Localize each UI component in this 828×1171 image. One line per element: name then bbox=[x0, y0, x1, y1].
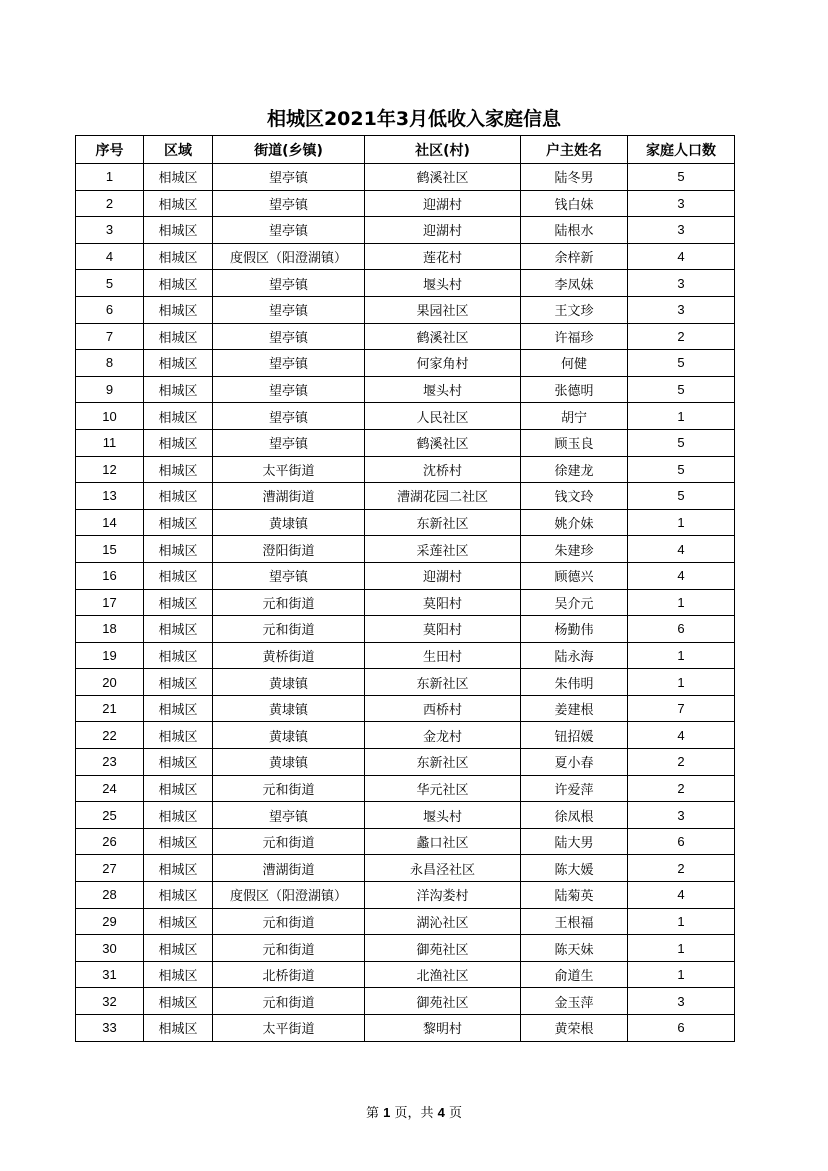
cell-family-size: 7 bbox=[628, 695, 735, 722]
footer-page-number: 1 bbox=[383, 1105, 391, 1120]
table-row bbox=[76, 350, 735, 377]
cell-street: 望亭镇 bbox=[213, 802, 365, 829]
cell-community: 东新社区 bbox=[365, 669, 521, 696]
cell-district: 相城区 bbox=[144, 589, 213, 616]
cell-serial: 19 bbox=[76, 642, 144, 669]
cell-serial: 17 bbox=[76, 589, 144, 616]
cell-family-size: 3 bbox=[628, 802, 735, 829]
cell-householder: 许福珍 bbox=[521, 323, 628, 350]
cell-community: 果园社区 bbox=[365, 296, 521, 323]
cell-serial: 27 bbox=[76, 855, 144, 882]
cell-householder: 顾德兴 bbox=[521, 562, 628, 589]
cell-community: 鹤溪社区 bbox=[365, 323, 521, 350]
cell-street: 望亭镇 bbox=[213, 562, 365, 589]
cell-community: 金龙村 bbox=[365, 722, 521, 749]
cell-community: 莲花村 bbox=[365, 243, 521, 270]
cell-family-size: 3 bbox=[628, 270, 735, 297]
table-row bbox=[76, 802, 735, 829]
cell-family-size: 2 bbox=[628, 323, 735, 350]
cell-householder: 夏小春 bbox=[521, 749, 628, 776]
table-row bbox=[76, 1015, 735, 1042]
cell-serial: 9 bbox=[76, 376, 144, 403]
cell-street: 太平街道 bbox=[213, 1015, 365, 1042]
cell-district: 相城区 bbox=[144, 270, 213, 297]
cell-serial: 32 bbox=[76, 988, 144, 1015]
footer-total-pages: 4 bbox=[437, 1105, 445, 1120]
cell-street: 黄埭镇 bbox=[213, 509, 365, 536]
cell-family-size: 5 bbox=[628, 483, 735, 510]
cell-serial: 12 bbox=[76, 456, 144, 483]
table-row bbox=[76, 749, 735, 776]
cell-householder: 朱建珍 bbox=[521, 536, 628, 563]
table-row bbox=[76, 828, 735, 855]
cell-householder: 何健 bbox=[521, 350, 628, 377]
cell-serial: 24 bbox=[76, 775, 144, 802]
cell-householder: 余梓新 bbox=[521, 243, 628, 270]
cell-street: 元和街道 bbox=[213, 908, 365, 935]
cell-householder: 陆菊英 bbox=[521, 882, 628, 909]
cell-family-size: 5 bbox=[628, 164, 735, 191]
cell-family-size: 6 bbox=[628, 828, 735, 855]
cell-community: 迎湖村 bbox=[365, 562, 521, 589]
header-family-size: 家庭人口数 bbox=[628, 136, 735, 164]
cell-community: 御苑社区 bbox=[365, 988, 521, 1015]
cell-family-size: 1 bbox=[628, 935, 735, 962]
cell-street: 元和街道 bbox=[213, 935, 365, 962]
cell-serial: 16 bbox=[76, 562, 144, 589]
cell-serial: 1 bbox=[76, 164, 144, 191]
page-title: 相城区2021年3月低收入家庭信息 bbox=[266, 108, 562, 130]
cell-serial: 22 bbox=[76, 722, 144, 749]
cell-community: 东新社区 bbox=[365, 749, 521, 776]
cell-family-size: 3 bbox=[628, 296, 735, 323]
cell-district: 相城区 bbox=[144, 483, 213, 510]
cell-district: 相城区 bbox=[144, 1015, 213, 1042]
cell-street: 黄埭镇 bbox=[213, 749, 365, 776]
cell-district: 相城区 bbox=[144, 429, 213, 456]
cell-householder: 金玉萍 bbox=[521, 988, 628, 1015]
cell-community: 鹤溪社区 bbox=[365, 164, 521, 191]
table-row bbox=[76, 961, 735, 988]
header-district: 区域 bbox=[144, 136, 213, 164]
table-row bbox=[76, 164, 735, 191]
cell-street: 望亭镇 bbox=[213, 350, 365, 377]
cell-family-size: 5 bbox=[628, 429, 735, 456]
cell-community: 西桥村 bbox=[365, 695, 521, 722]
table-row bbox=[76, 270, 735, 297]
cell-street: 黄埭镇 bbox=[213, 669, 365, 696]
cell-householder: 李凤妹 bbox=[521, 270, 628, 297]
cell-street: 漕湖街道 bbox=[213, 855, 365, 882]
cell-district: 相城区 bbox=[144, 403, 213, 430]
cell-community: 堰头村 bbox=[365, 270, 521, 297]
cell-householder: 陈天妹 bbox=[521, 935, 628, 962]
cell-family-size: 3 bbox=[628, 217, 735, 244]
cell-district: 相城区 bbox=[144, 376, 213, 403]
cell-district: 相城区 bbox=[144, 536, 213, 563]
cell-family-size: 4 bbox=[628, 562, 735, 589]
cell-householder: 钱文玲 bbox=[521, 483, 628, 510]
cell-community: 莫阳村 bbox=[365, 616, 521, 643]
cell-serial: 28 bbox=[76, 882, 144, 909]
cell-serial: 3 bbox=[76, 217, 144, 244]
cell-street: 漕湖街道 bbox=[213, 483, 365, 510]
cell-community: 东新社区 bbox=[365, 509, 521, 536]
cell-family-size: 6 bbox=[628, 616, 735, 643]
cell-community: 鹤溪社区 bbox=[365, 429, 521, 456]
cell-community: 堰头村 bbox=[365, 802, 521, 829]
cell-family-size: 4 bbox=[628, 882, 735, 909]
cell-serial: 14 bbox=[76, 509, 144, 536]
cell-serial: 10 bbox=[76, 403, 144, 430]
cell-community: 迎湖村 bbox=[365, 217, 521, 244]
cell-street: 澄阳街道 bbox=[213, 536, 365, 563]
cell-community: 华元社区 bbox=[365, 775, 521, 802]
cell-street: 望亭镇 bbox=[213, 429, 365, 456]
cell-family-size: 1 bbox=[628, 908, 735, 935]
cell-serial: 20 bbox=[76, 669, 144, 696]
cell-community: 御苑社区 bbox=[365, 935, 521, 962]
table-header-row bbox=[76, 136, 735, 164]
cell-householder: 钮招媛 bbox=[521, 722, 628, 749]
cell-family-size: 3 bbox=[628, 190, 735, 217]
cell-street: 太平街道 bbox=[213, 456, 365, 483]
cell-district: 相城区 bbox=[144, 243, 213, 270]
cell-householder: 陈大媛 bbox=[521, 855, 628, 882]
cell-family-size: 4 bbox=[628, 536, 735, 563]
table-row bbox=[76, 296, 735, 323]
cell-family-size: 1 bbox=[628, 961, 735, 988]
page-footer bbox=[0, 1102, 828, 1121]
cell-street: 望亭镇 bbox=[213, 323, 365, 350]
cell-street: 黄埭镇 bbox=[213, 722, 365, 749]
header-community: 社区(村) bbox=[365, 136, 521, 164]
cell-serial: 13 bbox=[76, 483, 144, 510]
cell-district: 相城区 bbox=[144, 616, 213, 643]
table-row bbox=[76, 403, 735, 430]
cell-district: 相城区 bbox=[144, 722, 213, 749]
table-body bbox=[76, 164, 735, 1042]
cell-street: 北桥街道 bbox=[213, 961, 365, 988]
header-street: 街道(乡镇) bbox=[213, 136, 365, 164]
table-row bbox=[76, 376, 735, 403]
cell-street: 望亭镇 bbox=[213, 296, 365, 323]
cell-community: 蠡口社区 bbox=[365, 828, 521, 855]
cell-family-size: 1 bbox=[628, 403, 735, 430]
cell-street: 度假区（阳澄湖镇） bbox=[213, 882, 365, 909]
cell-community: 漕湖花园二社区 bbox=[365, 483, 521, 510]
cell-serial: 25 bbox=[76, 802, 144, 829]
cell-householder: 陆冬男 bbox=[521, 164, 628, 191]
table-row bbox=[76, 908, 735, 935]
table-row bbox=[76, 190, 735, 217]
cell-district: 相城区 bbox=[144, 456, 213, 483]
cell-householder: 徐凤根 bbox=[521, 802, 628, 829]
cell-householder: 陆永海 bbox=[521, 642, 628, 669]
cell-family-size: 5 bbox=[628, 376, 735, 403]
cell-street: 度假区（阳澄湖镇） bbox=[213, 243, 365, 270]
cell-district: 相城区 bbox=[144, 961, 213, 988]
table-row bbox=[76, 882, 735, 909]
cell-family-size: 1 bbox=[628, 509, 735, 536]
cell-householder: 姚介妹 bbox=[521, 509, 628, 536]
cell-householder: 许爱萍 bbox=[521, 775, 628, 802]
cell-street: 望亭镇 bbox=[213, 270, 365, 297]
table-row bbox=[76, 243, 735, 270]
cell-householder: 顾玉良 bbox=[521, 429, 628, 456]
cell-district: 相城区 bbox=[144, 350, 213, 377]
cell-family-size: 2 bbox=[628, 855, 735, 882]
table-row bbox=[76, 323, 735, 350]
cell-householder: 王根福 bbox=[521, 908, 628, 935]
cell-family-size: 4 bbox=[628, 722, 735, 749]
table-row bbox=[76, 855, 735, 882]
table-row bbox=[76, 642, 735, 669]
cell-street: 望亭镇 bbox=[213, 164, 365, 191]
cell-district: 相城区 bbox=[144, 935, 213, 962]
cell-district: 相城区 bbox=[144, 828, 213, 855]
table-row bbox=[76, 562, 735, 589]
cell-community: 迎湖村 bbox=[365, 190, 521, 217]
cell-district: 相城区 bbox=[144, 882, 213, 909]
footer-prefix: 第 bbox=[365, 1106, 379, 1121]
table-row bbox=[76, 217, 735, 244]
table-row bbox=[76, 536, 735, 563]
cell-community: 莫阳村 bbox=[365, 589, 521, 616]
footer-middle: 页，共 bbox=[394, 1106, 434, 1121]
table-row bbox=[76, 988, 735, 1015]
cell-serial: 30 bbox=[76, 935, 144, 962]
cell-community: 沈桥村 bbox=[365, 456, 521, 483]
cell-community: 堰头村 bbox=[365, 376, 521, 403]
cell-serial: 18 bbox=[76, 616, 144, 643]
cell-serial: 29 bbox=[76, 908, 144, 935]
cell-district: 相城区 bbox=[144, 296, 213, 323]
cell-street: 元和街道 bbox=[213, 988, 365, 1015]
cell-district: 相城区 bbox=[144, 323, 213, 350]
cell-serial: 5 bbox=[76, 270, 144, 297]
cell-family-size: 2 bbox=[628, 749, 735, 776]
table-row bbox=[76, 616, 735, 643]
cell-serial: 4 bbox=[76, 243, 144, 270]
cell-householder: 姜建根 bbox=[521, 695, 628, 722]
cell-family-size: 5 bbox=[628, 350, 735, 377]
cell-community: 洋沟娄村 bbox=[365, 882, 521, 909]
cell-householder: 张德明 bbox=[521, 376, 628, 403]
cell-district: 相城区 bbox=[144, 164, 213, 191]
cell-district: 相城区 bbox=[144, 217, 213, 244]
cell-street: 元和街道 bbox=[213, 775, 365, 802]
cell-community: 北渔社区 bbox=[365, 961, 521, 988]
cell-householder: 徐建龙 bbox=[521, 456, 628, 483]
cell-householder: 杨勤伟 bbox=[521, 616, 628, 643]
cell-district: 相城区 bbox=[144, 749, 213, 776]
cell-community: 采莲社区 bbox=[365, 536, 521, 563]
cell-district: 相城区 bbox=[144, 669, 213, 696]
table-row bbox=[76, 429, 735, 456]
cell-community: 永昌泾社区 bbox=[365, 855, 521, 882]
header-serial: 序号 bbox=[76, 136, 144, 164]
table-row bbox=[76, 722, 735, 749]
footer-suffix: 页 bbox=[449, 1106, 463, 1121]
table-row bbox=[76, 509, 735, 536]
cell-family-size: 1 bbox=[628, 589, 735, 616]
cell-family-size: 2 bbox=[628, 775, 735, 802]
cell-district: 相城区 bbox=[144, 775, 213, 802]
cell-street: 元和街道 bbox=[213, 616, 365, 643]
cell-householder: 黄荣根 bbox=[521, 1015, 628, 1042]
cell-family-size: 1 bbox=[628, 669, 735, 696]
cell-householder: 胡宁 bbox=[521, 403, 628, 430]
cell-serial: 23 bbox=[76, 749, 144, 776]
cell-serial: 6 bbox=[76, 296, 144, 323]
cell-district: 相城区 bbox=[144, 190, 213, 217]
cell-family-size: 6 bbox=[628, 1015, 735, 1042]
cell-street: 望亭镇 bbox=[213, 403, 365, 430]
cell-street: 望亭镇 bbox=[213, 376, 365, 403]
cell-district: 相城区 bbox=[144, 562, 213, 589]
cell-serial: 11 bbox=[76, 429, 144, 456]
cell-community: 何家角村 bbox=[365, 350, 521, 377]
cell-serial: 26 bbox=[76, 828, 144, 855]
table-row bbox=[76, 669, 735, 696]
cell-serial: 33 bbox=[76, 1015, 144, 1042]
cell-serial: 15 bbox=[76, 536, 144, 563]
cell-householder: 俞道生 bbox=[521, 961, 628, 988]
cell-family-size: 4 bbox=[628, 243, 735, 270]
cell-street: 望亭镇 bbox=[213, 190, 365, 217]
cell-householder: 吴介元 bbox=[521, 589, 628, 616]
cell-district: 相城区 bbox=[144, 802, 213, 829]
cell-family-size: 1 bbox=[628, 642, 735, 669]
cell-district: 相城区 bbox=[144, 908, 213, 935]
cell-street: 望亭镇 bbox=[213, 217, 365, 244]
cell-street: 黄桥街道 bbox=[213, 642, 365, 669]
cell-district: 相城区 bbox=[144, 855, 213, 882]
cell-street: 黄埭镇 bbox=[213, 695, 365, 722]
cell-serial: 31 bbox=[76, 961, 144, 988]
table-row bbox=[76, 589, 735, 616]
cell-family-size: 3 bbox=[628, 988, 735, 1015]
header-householder: 户主姓名 bbox=[521, 136, 628, 164]
table-row bbox=[76, 695, 735, 722]
cell-community: 人民社区 bbox=[365, 403, 521, 430]
cell-householder: 陆根水 bbox=[521, 217, 628, 244]
household-table bbox=[75, 135, 735, 1042]
cell-street: 元和街道 bbox=[213, 589, 365, 616]
cell-serial: 8 bbox=[76, 350, 144, 377]
table-row bbox=[76, 483, 735, 510]
cell-district: 相城区 bbox=[144, 695, 213, 722]
cell-district: 相城区 bbox=[144, 642, 213, 669]
cell-district: 相城区 bbox=[144, 509, 213, 536]
cell-householder: 钱白妹 bbox=[521, 190, 628, 217]
table-row bbox=[76, 935, 735, 962]
cell-community: 黎明村 bbox=[365, 1015, 521, 1042]
cell-street: 元和街道 bbox=[213, 828, 365, 855]
cell-householder: 陆大男 bbox=[521, 828, 628, 855]
cell-householder: 王文珍 bbox=[521, 296, 628, 323]
cell-community: 生田村 bbox=[365, 642, 521, 669]
table-row bbox=[76, 456, 735, 483]
table-row bbox=[76, 775, 735, 802]
cell-serial: 21 bbox=[76, 695, 144, 722]
cell-householder: 朱伟明 bbox=[521, 669, 628, 696]
cell-serial: 7 bbox=[76, 323, 144, 350]
cell-district: 相城区 bbox=[144, 988, 213, 1015]
cell-community: 湖沁社区 bbox=[365, 908, 521, 935]
cell-family-size: 5 bbox=[628, 456, 735, 483]
cell-serial: 2 bbox=[76, 190, 144, 217]
